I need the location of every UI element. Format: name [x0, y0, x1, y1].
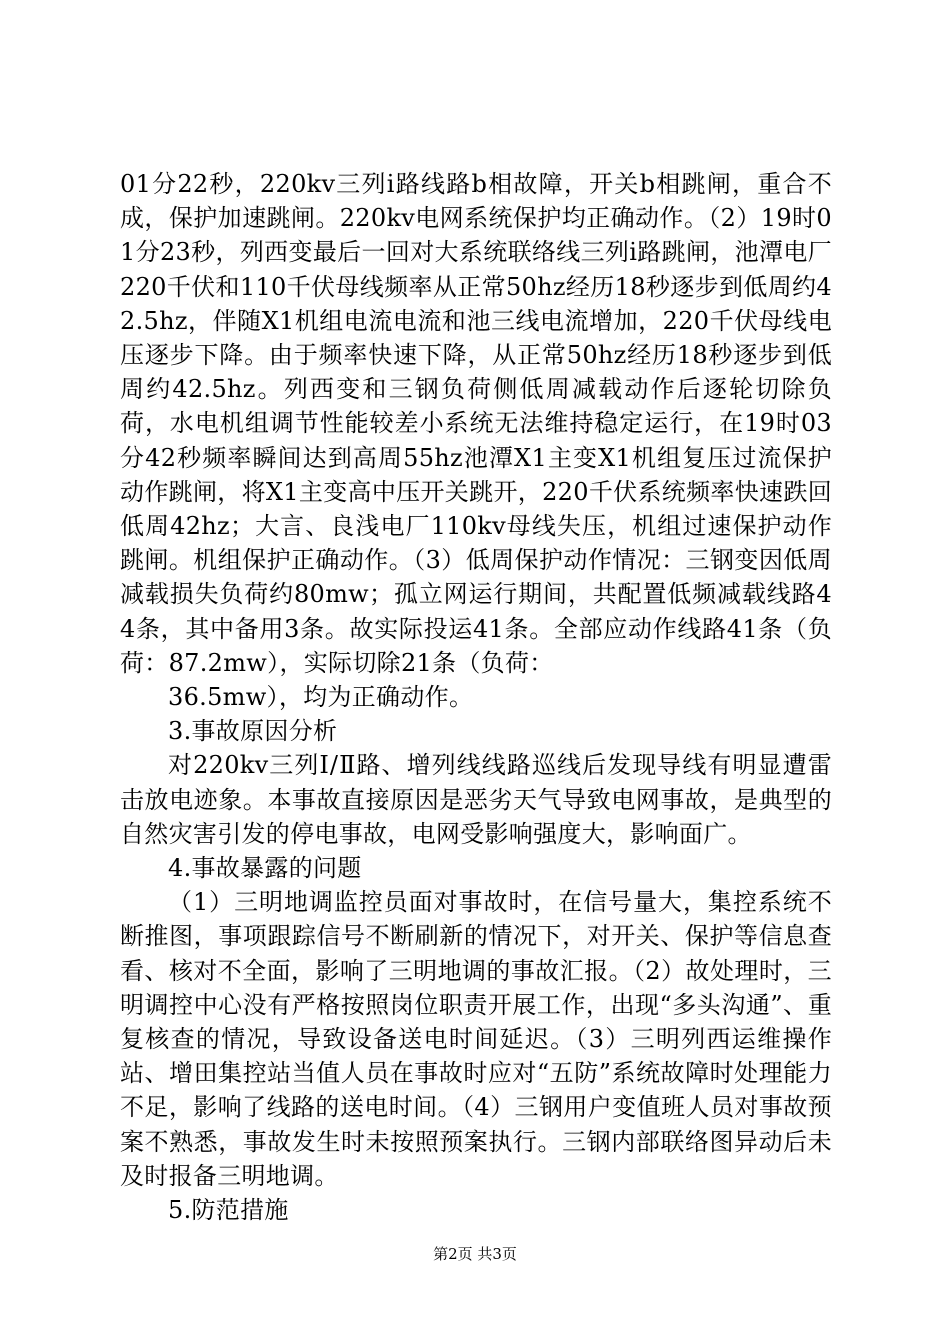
section-heading-preventive-measures: 5.防范措施 [168, 1196, 289, 1225]
paragraph-continuation: 01分22秒，220kv三列ⅰ路线路b相故障，开关b相跳闸，重合不成，保护加速跳闸。220kv电网系统保护均正确动作。（2）19时01分23秒，列西变最后一回对大系统联络线三列ⅰ路跳闸，池潭电厂220千伏和110千伏母线频率从正常50hz经历18秒逐步到低周约42.5hz，伴随X1机组电流电流和池三线电流增加，220千伏母线电压逐步下降。由于频率快速下降，从正常50hz经历18秒逐步到低周约42.5hz。列西变和三钢负荷侧低周减载动作后逐轮切除负荷，水电机组调节性能较差小系统无法维持稳定运行，在19时03分42秒频率瞬间达到高周55hz池潭X1主变X1机组复压过流保护动作跳闸，将X1主变高中压开关跳开，220千伏系统频率快速跌回低周42hz；大言、良浅电厂110kv母线失压，机组过速保护动作跳闸。机组保护正确动作。（3）低周保护动作情况：三钢变因低周减载损失负荷约80mw；孤立网运行期间，共配置低频减载线路44条，其中备用3条。故实际投运41条。全部应动作线路41条（负荷：87.2mw），实际切除21条（负荷： [120, 170, 832, 677]
section-heading-exposed-problems: 4.事故暴露的问题 [168, 854, 362, 883]
document-body [120, 167, 832, 1227]
paragraph-result: 36.5mw），均为正确动作。 [168, 683, 474, 712]
page-number-footer: 第2页 共3页 [433, 1245, 517, 1263]
section-heading-cause-analysis: 3.事故原因分析 [168, 717, 338, 746]
paragraph-cause-analysis: 对220kv三列Ⅰ/Ⅱ路、增列线线路巡线后发现导线有明显遭雷击放电迹象。本事故直接原因是恶劣天气导致电网事故，是典型的自然灾害引发的停电事故，电网受影响强度大，影响面广。 [120, 751, 832, 848]
paragraph-exposed-problems: （1）三明地调监控员面对事故时，在信号量大，集控系统不断推图，事项跟踪信号不断刷新的情况下，对开关、保护等信息查看、核对不全面，影响了三明地调的事故汇报。（2）故处理时，三明调控中心没有严格按照岗位职责开展工作，出现“多头沟通”、重复核查的情况，导致设备送电时间延迟。（3）三明列西运维操作站、增田集控站当值人员在事故时应对“五防”系统故障时处理能力不足，影响了线路的送电时间。（4）三钢用户变值班人员对事故预案不熟悉，事故发生时未按照预案执行。三钢内部联络图异动后未及时报备三明地调。 [120, 888, 832, 1190]
